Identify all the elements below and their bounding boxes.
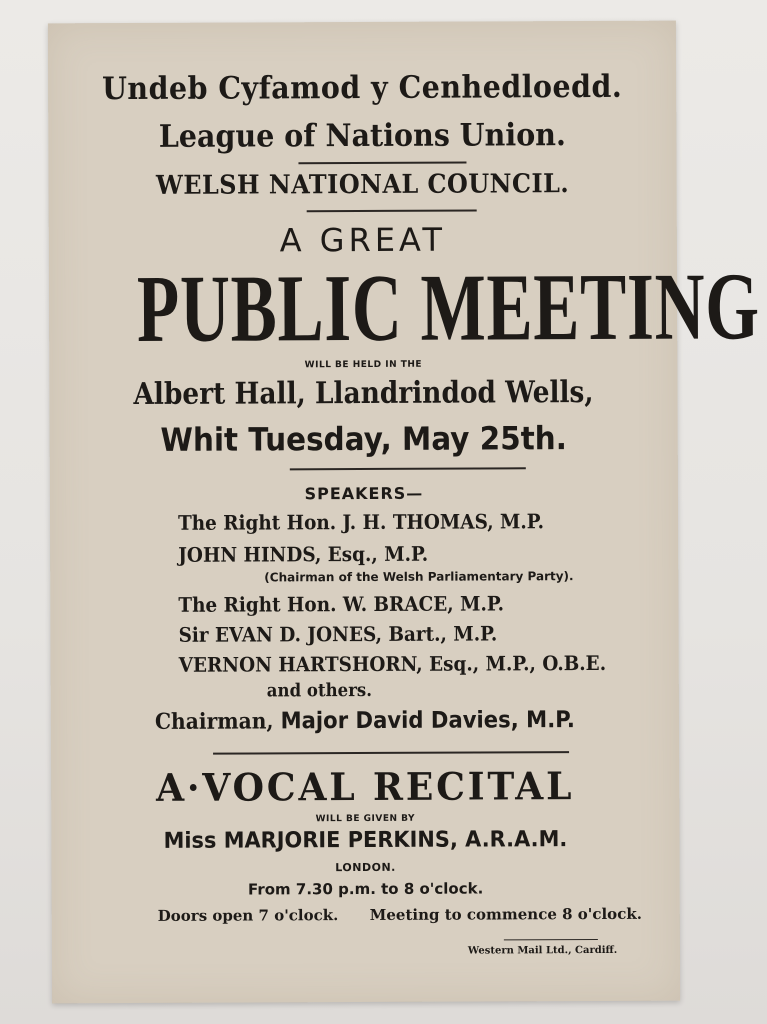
printer-rule xyxy=(504,939,598,940)
held-note: WILL BE HELD IN THE xyxy=(304,359,423,371)
chairman-line xyxy=(76,707,654,736)
meeting-commence: Meeting to commence 8 o'clock. xyxy=(369,904,642,924)
speaker-item: Sir EVAN D. JONES, Bart., M.P. xyxy=(178,621,498,647)
english-title: League of Nations Union. xyxy=(158,117,566,155)
recital-time: From 7.30 p.m. to 8 o'clock. xyxy=(247,879,484,899)
printer-imprint: Western Mail Ltd., Cardiff. xyxy=(467,944,618,957)
performer-location: LONDON. xyxy=(335,860,396,875)
council-title: WELSH NATIONAL COUNCIL. xyxy=(155,169,570,201)
poster xyxy=(48,21,760,1004)
divider-rule xyxy=(298,162,466,165)
divider-rule xyxy=(290,467,526,470)
speaker-item: The Right Hon. J. H. THOMAS, M.P. xyxy=(177,509,545,535)
recital-heading: A·VOCAL RECITAL xyxy=(155,763,575,810)
performer: Miss MARJORIE PERKINS, A.R.A.M. xyxy=(163,827,568,854)
chairman-name: Major David Davies, M.P. xyxy=(280,707,575,735)
doors-row xyxy=(52,904,680,925)
chairman-label: Chairman, xyxy=(154,708,274,735)
divider-rule xyxy=(213,751,569,755)
speaker-item: VERNON HARTSHORN, Esq., M.P., O.B.E. xyxy=(178,650,607,677)
speakers-title: SPEAKERS— xyxy=(304,483,424,504)
given-note: WILL BE GIVEN BY xyxy=(315,813,416,825)
headline: PUBLIC MEETING xyxy=(136,252,760,362)
doors-open: Doors open 7 o'clock. xyxy=(157,906,339,925)
venue: Albert Hall, Llandrindod Wells, xyxy=(133,374,594,413)
speaker-others: and others. xyxy=(266,679,373,702)
great-heading: A GREAT xyxy=(279,220,447,260)
divider-rule xyxy=(307,210,477,213)
speaker-item: JOHN HINDS, Esq., M.P. xyxy=(178,541,429,567)
welsh-title: Undeb Cyfamod y Cenhedloedd. xyxy=(101,68,623,108)
speaker-note: (Chairman of the Welsh Parliamentary Party). xyxy=(264,569,574,585)
meeting-date: Whit Tuesday, May 25th. xyxy=(160,419,567,459)
speaker-item: The Right Hon. W. BRACE, M.P. xyxy=(178,591,505,617)
